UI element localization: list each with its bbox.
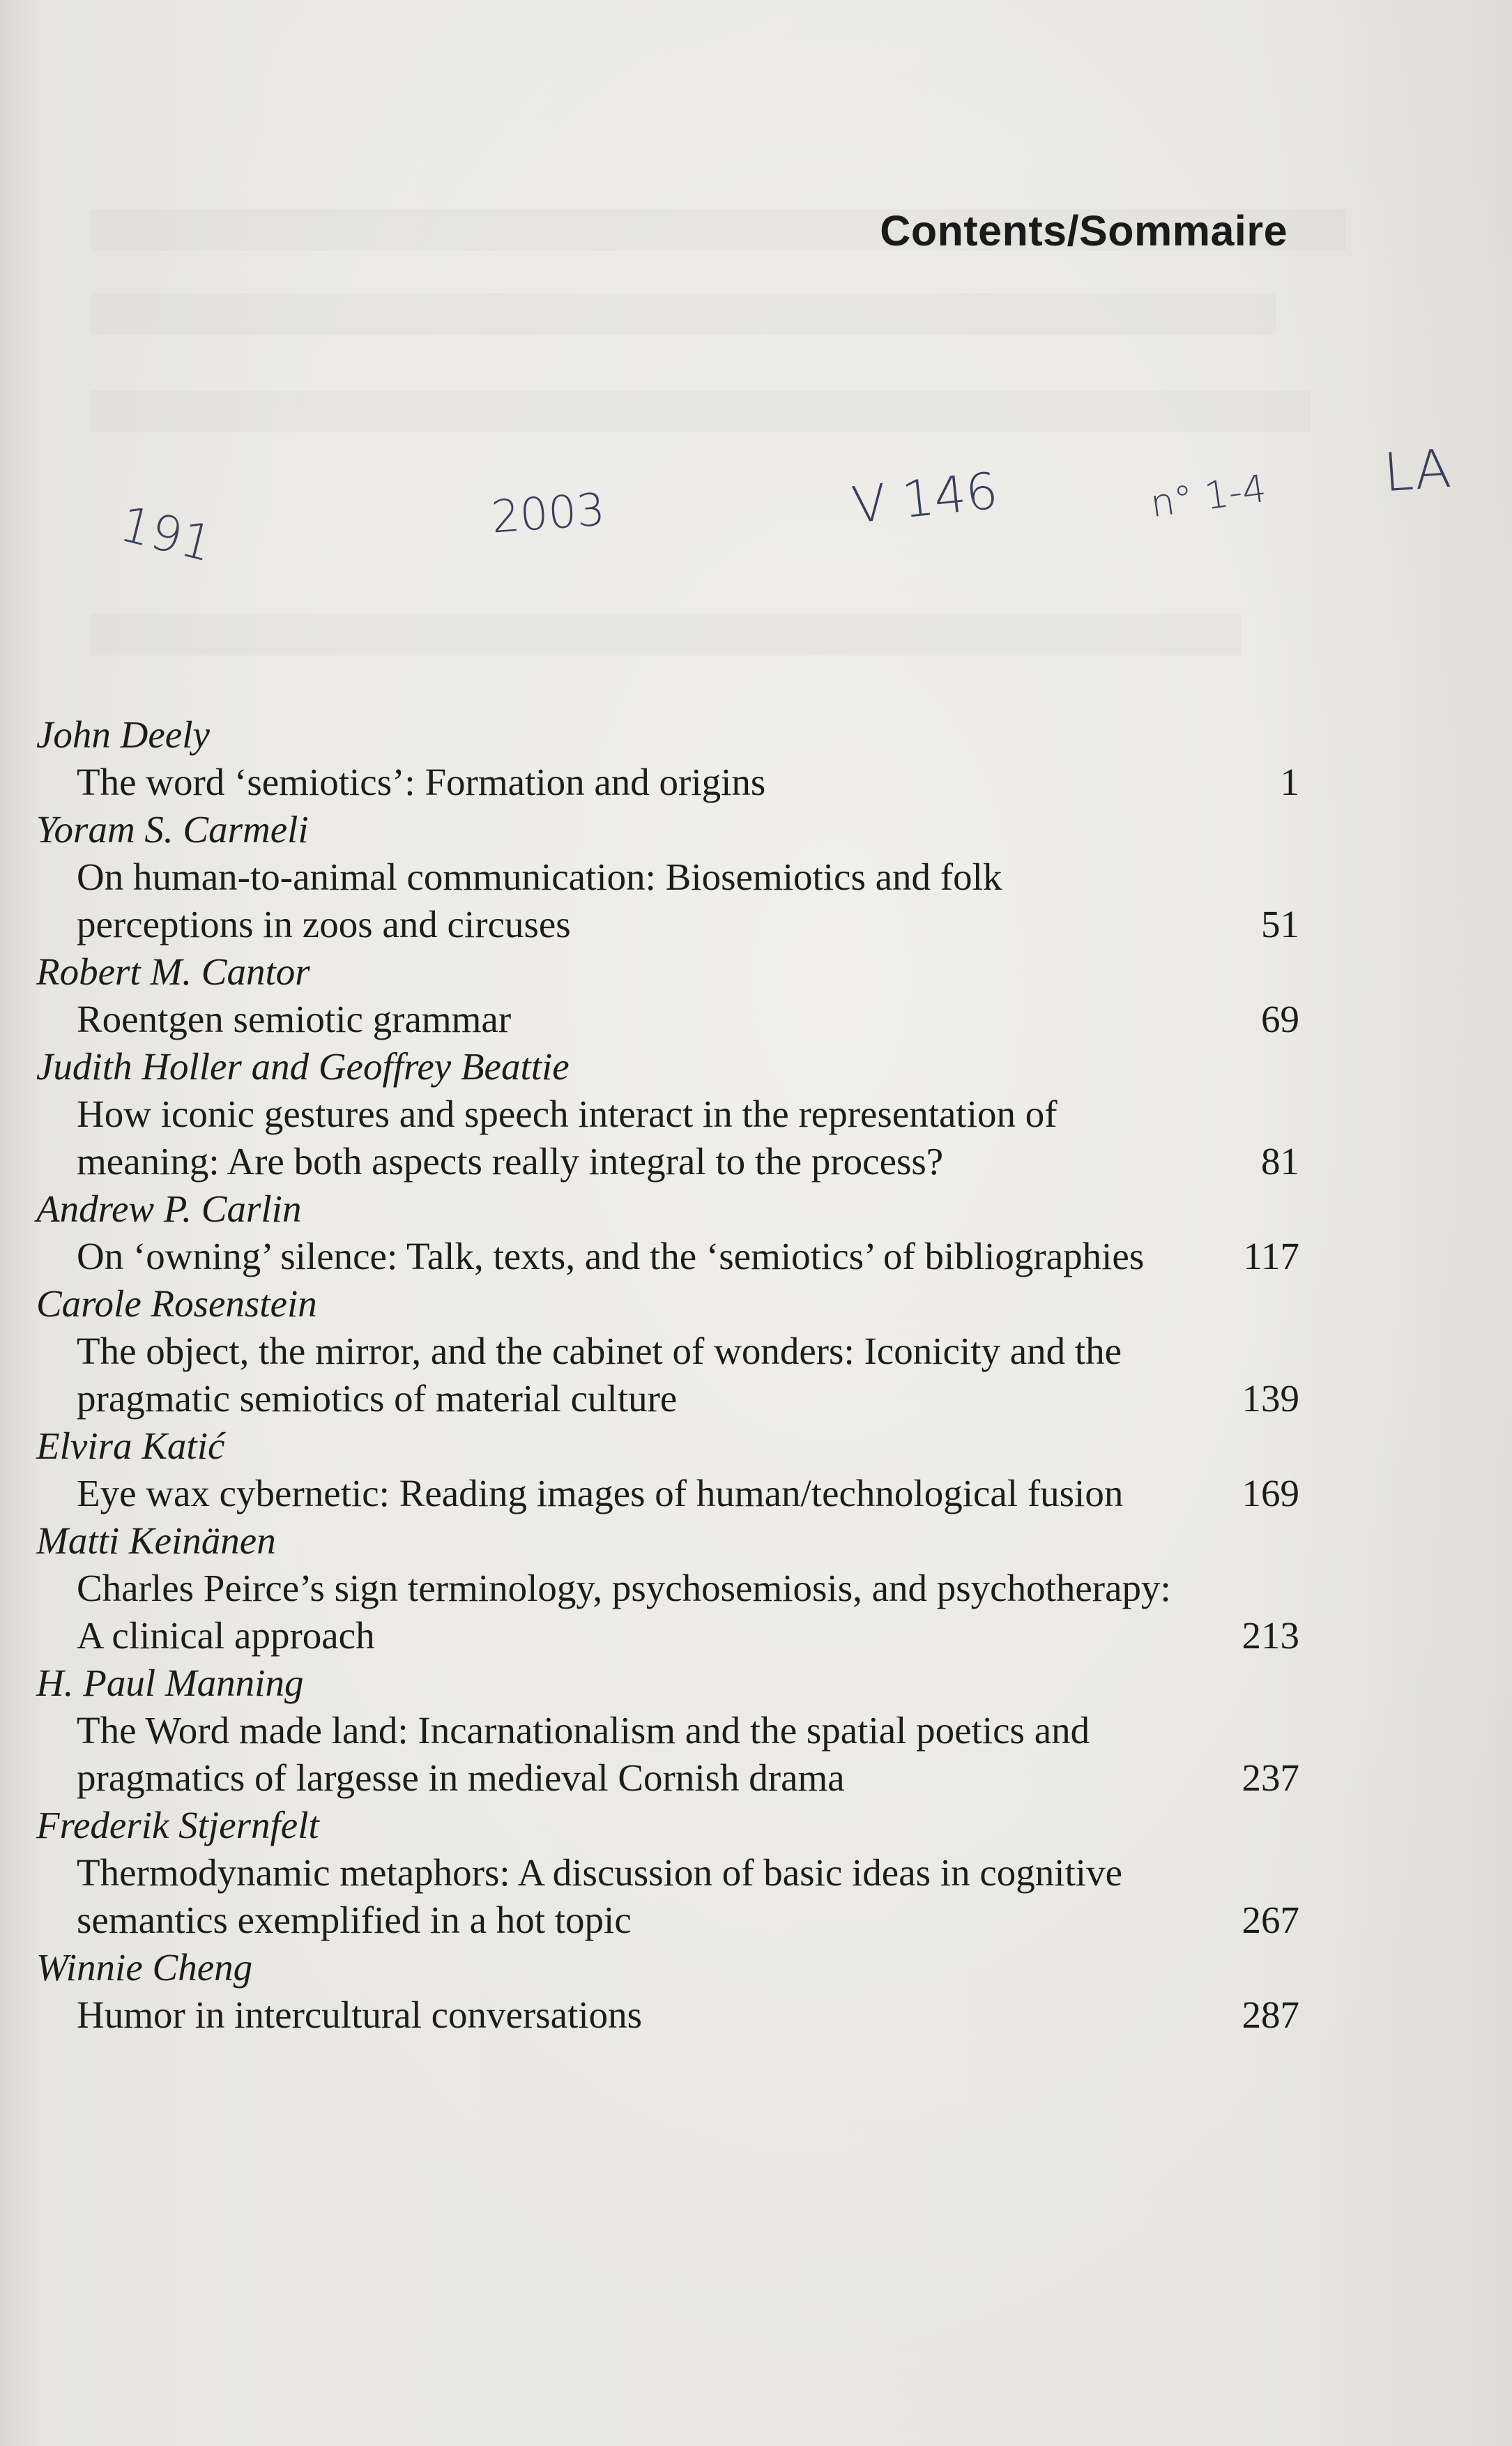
- toc-author: Matti Keinänen: [36, 1519, 276, 1562]
- toc-author: Elvira Katić: [36, 1425, 225, 1467]
- toc-page-number: 81: [1261, 1140, 1299, 1183]
- handwritten-volume-number: V 146: [849, 461, 1001, 535]
- toc-entry-title: The word ‘semiotics’: Formation and origins: [77, 761, 766, 803]
- toc-entry: [36, 1991, 1299, 2039]
- toc-page-number: 237: [1242, 1756, 1299, 1799]
- toc-page-number: 51: [1261, 903, 1299, 945]
- toc-entry: [36, 1565, 1299, 1659]
- toc-entry-title: Thermodynamic metaphors: A discussion of basic ideas in cognitive semantics exemplified in a hot topic: [77, 1851, 1122, 1941]
- toc-author: Andrew P. Carlin: [36, 1187, 302, 1230]
- handwritten-year: 2003: [489, 484, 607, 544]
- toc-entry: [36, 1091, 1299, 1185]
- show-through-shading: [91, 293, 1276, 335]
- toc-author: Robert M. Cantor: [36, 950, 310, 993]
- toc-author: Yoram S. Carmeli: [36, 808, 309, 851]
- toc-page-number: 287: [1242, 1993, 1299, 2036]
- toc-entry-title: The object, the mirror, and the cabinet of wonders: Iconicity and the pragmatic semiotics of material culture: [77, 1330, 1122, 1420]
- toc-author: Judith Holler and Geoffrey Beattie: [36, 1045, 570, 1088]
- toc-page-number: 139: [1242, 1377, 1299, 1420]
- toc-entry-title: Charles Peirce’s sign terminology, psychosemiosis, and psychotherapy: A clinical approach: [77, 1567, 1171, 1657]
- toc-page-number: 69: [1261, 998, 1299, 1040]
- toc-entry: [36, 1233, 1299, 1280]
- toc-page-number: 169: [1242, 1472, 1299, 1514]
- toc-author: H. Paul Manning: [36, 1662, 304, 1704]
- toc-page-number: 1: [1280, 761, 1299, 803]
- toc-entry: [36, 853, 1299, 948]
- handwritten-volume-note: 191: [114, 495, 219, 573]
- toc-page-number: 117: [1243, 1235, 1299, 1277]
- handwritten-mark: LA: [1382, 436, 1453, 504]
- toc-entry-title: Roentgen semiotic grammar: [77, 998, 512, 1040]
- toc-entry: [36, 1328, 1299, 1422]
- toc-entry-title: How iconic gestures and speech interact in the representation of meaning: Are both aspects really integral to the process?: [77, 1093, 1057, 1183]
- toc-page-number: 213: [1242, 1614, 1299, 1657]
- toc-entry: [36, 1849, 1299, 1944]
- toc-entry-title: The Word made land: Incarnationalism and the spatial poetics and pragmatics of largesse in medieval Cornish drama: [77, 1709, 1090, 1799]
- toc-author: John Deely: [36, 713, 210, 756]
- toc-entry: [36, 1470, 1299, 1517]
- toc-page-number: 267: [1242, 1899, 1299, 1941]
- toc-author: Carole Rosenstein: [36, 1282, 317, 1325]
- toc-entry-title: On human-to-animal communication: Biosemiotics and folk perceptions in zoos and circuses: [77, 856, 1002, 945]
- toc-entry: [36, 759, 1299, 806]
- table-of-contents: [36, 711, 1299, 2039]
- toc-entry-title: On ‘owning’ silence: Talk, texts, and the ‘semiotics’ of bibliographies: [77, 1235, 1145, 1277]
- show-through-shading: [91, 614, 1241, 655]
- show-through-shading: [91, 390, 1311, 432]
- toc-entry-title: Eye wax cybernetic: Reading images of human/technological fusion: [77, 1472, 1124, 1514]
- toc-entry: [36, 996, 1299, 1043]
- toc-author: Frederik Stjernfelt: [36, 1804, 319, 1846]
- page-title: Contents/Sommaire: [880, 206, 1288, 255]
- handwritten-issue: n° 1-4: [1147, 466, 1269, 526]
- toc-author: Winnie Cheng: [36, 1946, 253, 1989]
- toc-entry: [36, 1707, 1299, 1802]
- toc-entry-title: Humor in intercultural conversations: [77, 1993, 643, 2036]
